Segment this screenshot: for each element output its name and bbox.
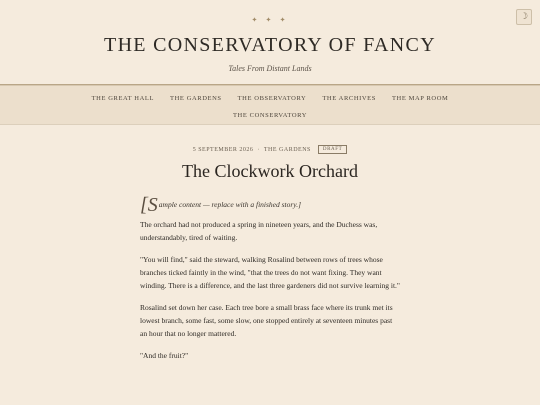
main-navigation <box>0 85 540 125</box>
nav-item-archives[interactable]: THE ARCHIVES <box>322 95 376 102</box>
nav-item-great-hall[interactable]: THE GREAT HALL <box>91 95 155 102</box>
article-title: The Clockwork Orchard <box>182 161 358 181</box>
story-paragraph: "And the fruit?" <box>140 351 189 360</box>
story-paragraph: "You will find," said the steward, walking Rosalind between rows of trees whose branches ticked faintly in the wind, "that the trees do not want fixing. They want winding. There is a difference, and the last three gardeners did not survive learning it." <box>140 255 400 290</box>
theme-toggle-button[interactable] <box>516 9 532 25</box>
masthead <box>0 0 540 84</box>
story-body <box>140 218 400 362</box>
story-paragraph: Rosalind set down her case. Each tree bore a small brass face where its trunk met its lowest branch, some fast, some slow, one stopped entirely at seventeen minutes past an hour that no longer mattered. <box>140 303 393 338</box>
article-category-link[interactable]: THE GARDENS <box>263 146 311 153</box>
site-tagline: Tales From Distant Lands <box>228 64 312 73</box>
placeholder-note <box>140 196 400 218</box>
ornament: ✦ ✦ ✦ <box>251 16 289 24</box>
article-meta <box>140 145 400 154</box>
story-paragraph: The orchard had not produced a spring in nineteen years, and the Duchess was, understandably, tired of waiting. <box>140 220 378 242</box>
nav-item-map-room[interactable]: THE MAP ROOM <box>391 95 449 102</box>
meta-separator: · <box>257 146 260 153</box>
moon-icon: ☽ <box>519 12 529 22</box>
article <box>140 125 400 362</box>
nav-item-observatory[interactable]: THE OBSERVATORY <box>237 95 307 102</box>
site-title[interactable]: THE CONSERVATORY OF FANCY <box>104 34 436 56</box>
placeholder-note-text: ample content — replace with a finished story.] <box>158 200 302 209</box>
nav-item-conservatory[interactable]: THE CONSERVATORY <box>232 112 308 119</box>
nav-item-gardens[interactable]: THE GARDENS <box>170 95 222 102</box>
status-badge: DRAFT <box>318 145 347 154</box>
drop-cap: [S <box>140 194 158 216</box>
article-date: 5 SEPTEMBER 2026 <box>192 146 254 153</box>
